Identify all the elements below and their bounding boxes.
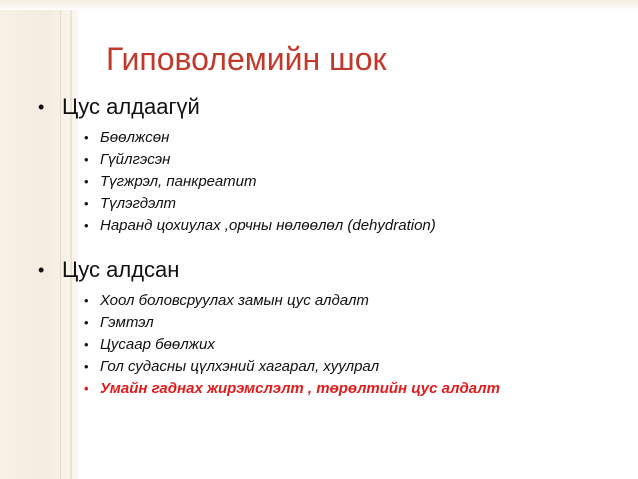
decorative-top-band [0, 0, 638, 10]
decorative-line [60, 0, 61, 479]
decorative-line [70, 0, 72, 479]
bullet-icon: • [84, 358, 89, 374]
section-blood-loss [38, 255, 628, 399]
decorative-side-band [0, 0, 78, 479]
list-item-text: Түлэгдэлт [100, 194, 177, 212]
bullet-icon: • [84, 336, 89, 352]
bullet-icon: • [84, 217, 89, 233]
list-item [84, 289, 628, 311]
bullet-icon: • [84, 314, 89, 330]
list-item [84, 148, 628, 170]
list-item-text: Бөөлжсөн [100, 128, 170, 146]
list-item-text: Наранд цохиулах ,орчны нөлөөлөл (dehydration) [100, 216, 436, 234]
section-heading-text: Цус алдаагүй [62, 94, 200, 119]
bullet-icon: • [84, 129, 89, 145]
slide-title: Гиповолемийн шок [106, 41, 387, 77]
list-item-text: Цусаар бөөлжих [100, 335, 215, 353]
list-item-text: Хоол боловсруулах замын цус алдалт [100, 291, 369, 309]
list-item-highlighted [84, 377, 628, 399]
section-heading [38, 255, 628, 285]
list-item-text: Гэмтэл [100, 313, 154, 331]
bullet-icon: • [84, 173, 89, 189]
bullet-icon: • [84, 151, 89, 167]
list-item [84, 170, 628, 192]
bullet-icon: • [84, 195, 89, 211]
list-item [84, 355, 628, 377]
list-item [84, 192, 628, 214]
bullet-icon: • [84, 292, 89, 308]
list-item [84, 126, 628, 148]
list-item-text: Умайн гаднах жирэмслэлт , төрөлтийн цус алдалт [100, 379, 500, 397]
bullet-list [38, 126, 628, 236]
bullet-list [38, 289, 628, 399]
list-item-text: Гүйлгэсэн [100, 150, 171, 168]
bullet-icon: • [38, 260, 45, 280]
section-no-blood-loss [38, 92, 628, 236]
section-heading-text: Цус алдсан [62, 257, 180, 282]
list-item [84, 214, 628, 236]
list-item-text: Түгжрэл, панкреатит [100, 172, 257, 190]
bullet-icon: • [84, 380, 89, 396]
list-item [84, 311, 628, 333]
bullet-icon: • [38, 97, 45, 117]
section-heading [38, 92, 628, 122]
list-item [84, 333, 628, 355]
list-item-text: Гол судасны цүлхэний хагарал, хуулрал [100, 357, 380, 375]
